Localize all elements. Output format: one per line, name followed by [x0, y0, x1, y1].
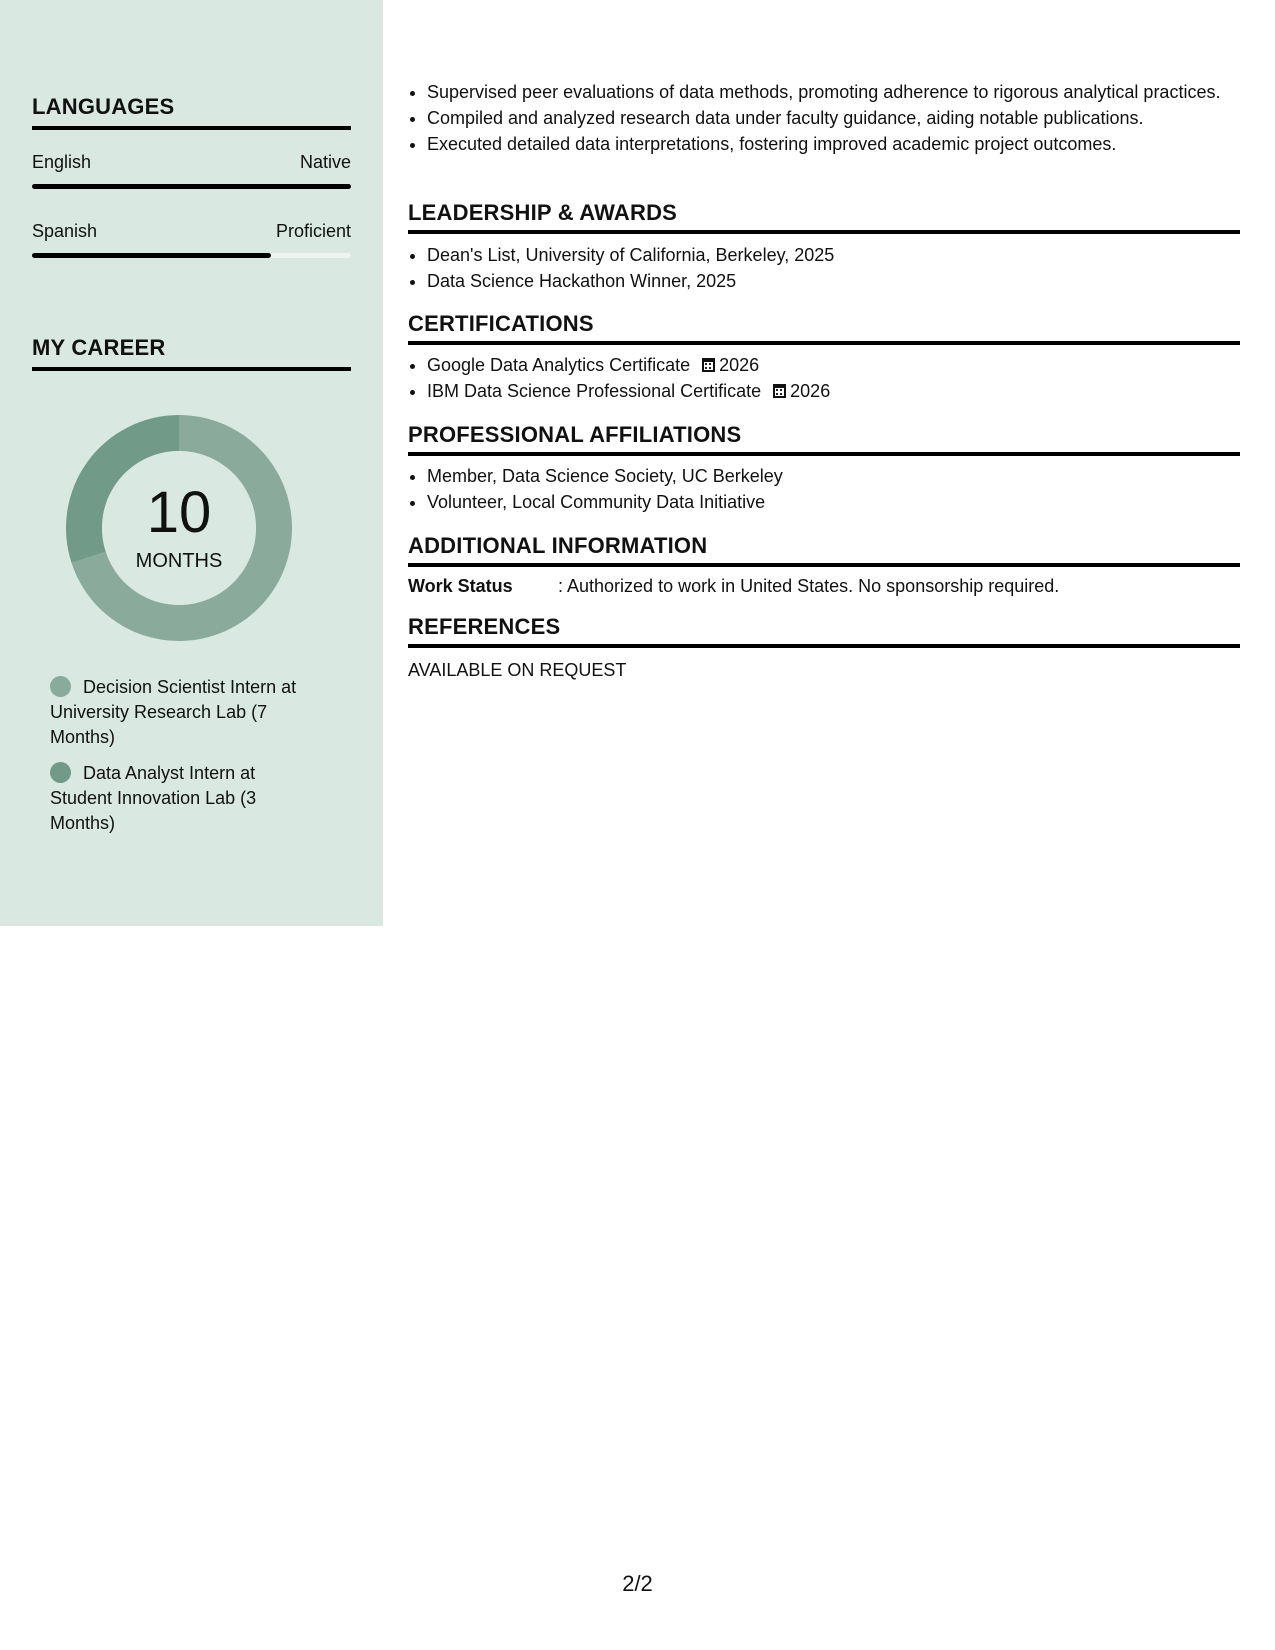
- language-row-english: [32, 152, 351, 173]
- language-level: Proficient: [275, 221, 351, 241]
- list-item: • Member, Data Science Society, UC Berkeley: [427, 463, 1240, 489]
- list-item: [427, 352, 1240, 378]
- certification-year: 2026: [719, 355, 760, 375]
- affiliations-list: [408, 463, 1240, 515]
- language-row-spanish: [32, 221, 351, 242]
- legend-label: Decision Scientist Intern at University Research Lab (7 Months): [50, 677, 297, 747]
- certification-name: IBM Data Science Professional Certificate: [427, 381, 762, 401]
- career-total-value: 10: [146, 480, 212, 545]
- work-status-label: Work Status: [408, 576, 513, 596]
- language-bar-spanish: [32, 253, 351, 258]
- legend-dot: [50, 762, 71, 783]
- affiliations-heading: PROFESSIONAL AFFILIATIONS: [408, 422, 1240, 456]
- work-status: [408, 576, 1240, 597]
- experience-bullets: [408, 79, 1240, 157]
- language-bar-english: [32, 184, 351, 189]
- calendar-icon: [702, 358, 715, 372]
- list-item: • Dean's List, University of California, Berkeley, 2025: [427, 242, 1240, 268]
- page-number: 2/2: [622, 1571, 653, 1596]
- leadership-list: [408, 242, 1240, 294]
- certifications-heading: CERTIFICATIONS: [408, 311, 1240, 345]
- list-item: • Supervised peer evaluations of data methods, promoting adherence to rigorous analytical practices.: [427, 79, 1240, 105]
- career-total-unit: MONTHS: [135, 550, 223, 572]
- list-item: • Compiled and analyzed research data under faculty guidance, aiding notable publications.: [427, 105, 1240, 131]
- legend-label: Data Analyst Intern at Student Innovation Lab (3 Months): [50, 763, 257, 833]
- languages-heading: LANGUAGES: [32, 94, 351, 130]
- language-bar-fill: [32, 184, 351, 189]
- legend-dot: [50, 676, 71, 697]
- language-name: English: [32, 152, 92, 172]
- list-item: • Executed detailed data interpretations, fostering improved academic project outcomes.: [427, 131, 1240, 157]
- work-status-value: : Authorized to work in United States. No sponsorship required.: [558, 576, 1060, 596]
- language-bar-fill: [32, 253, 271, 258]
- additional-info-heading: ADDITIONAL INFORMATION: [408, 533, 1240, 567]
- list-item: [427, 378, 1240, 404]
- sidebar: [0, 0, 383, 926]
- calendar-icon: [773, 384, 786, 398]
- references-text: AVAILABLE ON REQUEST: [408, 660, 627, 680]
- certifications-list: [408, 352, 1240, 404]
- career-legend-item: [50, 675, 320, 750]
- career-legend-item: [50, 761, 320, 836]
- references-heading: REFERENCES: [408, 614, 1240, 648]
- list-item: • Volunteer, Local Community Data Initiative: [427, 489, 1240, 515]
- career-heading: MY CAREER: [32, 335, 351, 371]
- language-level: Native: [299, 152, 351, 172]
- language-name: Spanish: [32, 221, 98, 241]
- leadership-heading: LEADERSHIP & AWARDS: [408, 200, 1240, 234]
- certification-name: Google Data Analytics Certificate: [427, 355, 691, 375]
- list-item: • Data Science Hackathon Winner, 2025: [427, 268, 1240, 294]
- certification-year: 2026: [790, 381, 831, 401]
